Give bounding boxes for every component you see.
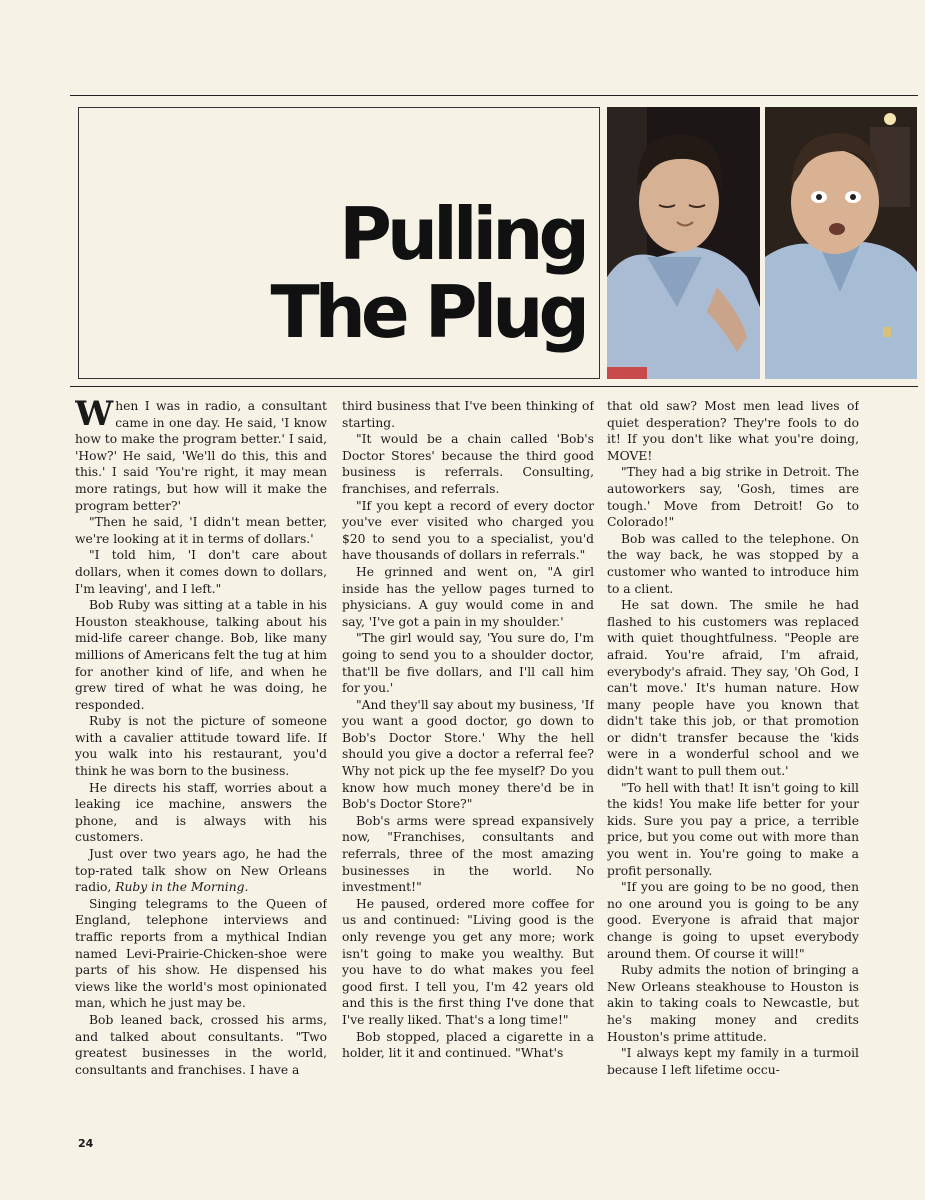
paragraph-text: "If you kept a record of every doctor you've ever visited who charged you $20 to send you to a specialist, you'd have thousands of dollars in referrals." [342,498,594,563]
paragraph-text: Ruby is not the picture of someone with a cavalier attitude toward life. If you walk into his restaurant, you'd think he was born to the business. [75,714,327,779]
article-paragraph [75,547,327,597]
paragraph-text: third business that I've been thinking of starting. [342,399,594,430]
article-paragraph [342,813,594,896]
article-paragraph [75,514,327,547]
paragraph-text: "I always kept my family in a turmoil because I left lifetime occu- [607,1046,859,1077]
article-paragraph [75,398,327,514]
article-paragraph [342,1029,594,1062]
headline-line-2: The Plug [270,270,585,354]
paragraph-text: Bob's arms were spread expansively now, "Franchises, consultants and referrals, three of the most amazing businesses in the world. No investment!" [342,813,594,895]
article-paragraph [342,431,594,497]
paragraph-text: Ruby admits the notion of bringing a New Orleans steakhouse to Houston is akin to taking coals to Newcastle, but he's making money and credits Houston's prime attitude. [607,963,859,1044]
paragraph-text: that old saw? Most men lead lives of quiet desperation? They're fools to do it! If you don't like what you're doing, MOVE! [607,399,859,463]
title-box [78,107,600,379]
article-paragraph [607,531,859,597]
paragraph-text: Singing telegrams to the Queen of England, telephone interviews and traffic reports from a mythical Indian named Levi-Prairie-Chicken-shoe were parts of his show. He dispensed his views like the world's most opinionated man, which he just may be. [75,896,327,1011]
article-paragraph [607,879,859,962]
article-paragraph [607,780,859,880]
article-paragraph [342,564,594,630]
paragraph-text: Bob leaned back, crossed his arms, and talked about consultants. "Two greatest businesses in the world, consultants and franchises. I have a [75,1012,327,1077]
paragraph-text: Bob was called to the telephone. On the way back, he was stopped by a customer who wanted to introduce him to a client. [607,531,859,596]
paragraph-text: "I told him, 'I don't care about dollars, when it comes down to dollars, I'm leaving', and I left." [75,548,327,596]
paragraph-text: "They had a big strike in Detroit. The autoworkers say, 'Gosh, times are tough.' Move from Detroit! Go to Colorado!" [607,465,859,530]
paragraph-text: "To hell with that! It isn't going to kill the kids! You make life better for your kids. Sure you pay a price, a terrible price, but you come out with more than you went in. You're going to make a profit personally. [607,780,859,878]
article-paragraph [342,697,594,813]
article-column-3 [607,398,859,1138]
paragraph-text: Bob Ruby was sitting at a table in his Houston steakhouse, talking about his mid-life career change. Bob, like many millions of Americans felt the tug at him for another kind of life, and when he grew tired of what he was doing, he responded. [75,598,327,712]
top-rule [70,95,918,96]
article-paragraph [75,713,327,779]
headline-line-1: Pulling [339,192,585,276]
article-column-1 [75,398,327,1138]
page-number: 24 [78,1137,94,1150]
paragraph-text: He grinned and went on, "A girl inside has the yellow pages turned to physicians. A guy would come in and say, 'I've got a pain in my shoulder.' [342,564,594,629]
paragraph-text: "Then he said, 'I didn't mean better, we're looking at it in terms of dollars.' [75,515,327,546]
paragraph-text: Bob stopped, placed a cigarette in a holder, lit it and continued. "What's [342,1029,594,1061]
article-paragraph [342,896,594,1029]
paragraph-text: He paused, ordered more coffee for us and continued: "Living good is the only revenge you get any more; work isn't going to make you wealthy. But you have to do what makes you feel good first. I tell you, I'm 42 years old and this is the first thing I've done that I've really liked. That's a long time!" [342,896,594,1027]
article-paragraph [75,597,327,713]
article-paragraph [607,962,859,1045]
article-paragraph [75,1012,327,1078]
paragraph-text: "The girl would say, 'You sure do, I'm going to send you to a shoulder doctor, that'll be five dollars, and I'll call him for you.' [342,631,594,696]
article-paragraph [607,597,859,780]
paragraph-text: hen I was in radio, a consultant came in one day. He said, 'I know how to make the program better.' I said, 'How?' He said, 'We'll do this, this and this.' I said 'You're right, it may mean more ratings, but how will it make the program better?' [75,399,327,513]
article-paragraph [607,398,859,464]
article-paragraph [75,896,327,1012]
divider-rule [70,386,918,387]
paragraph-text: "If you are going to be no good, then no one around you is going to be any good. Everyone is afraid that major change is going to upset everybody around them. Of course it will!" [607,880,859,961]
article-column-2 [342,398,594,1138]
show-title: Ruby in the Morning. [115,880,249,895]
article-paragraph [342,630,594,696]
article-paragraph [75,846,327,896]
paragraph-text: He sat down. The smile he had flashed to his customers was replaced with quiet thoughtfulness. "People are afraid. You're afraid, I'm afraid, everybody's afraid. They say, 'Oh God, I can't move.' It's human nature. How many people have you known that didn't take this job, or that promotion or didn't transfer because the 'kids were in a wonderful school and we didn't want to pull them out.' [607,598,859,779]
article-paragraph [342,398,594,431]
article-paragraph [607,1045,859,1078]
paragraph-text: "It would be a chain called 'Bob's Doctor Stores' because the third good business is referrals. Consulting, franchises, and referrals. [342,432,594,496]
article-paragraph [607,464,859,530]
man-surprised-photo [765,107,917,379]
drop-cap: W [75,398,114,434]
man-looking-down-photo [607,107,760,379]
article-paragraph [342,498,594,564]
article-paragraph [75,780,327,846]
paragraph-text: He directs his staff, worries about a leaking ice machine, answers the phone, and is always with his customers. [75,780,327,845]
paragraph-text: Just over two years ago, he had the top-rated talk show on New Orleans radio, [75,847,327,895]
paragraph-text: "And they'll say about my business, 'If you want a good doctor, go down to Bob's Doctor Store.' Why the hell should you give a doctor a referral fee? Why not pick up the fee myself? Do you know how much money there'd be in Bob's Doctor Store?" [342,697,594,812]
